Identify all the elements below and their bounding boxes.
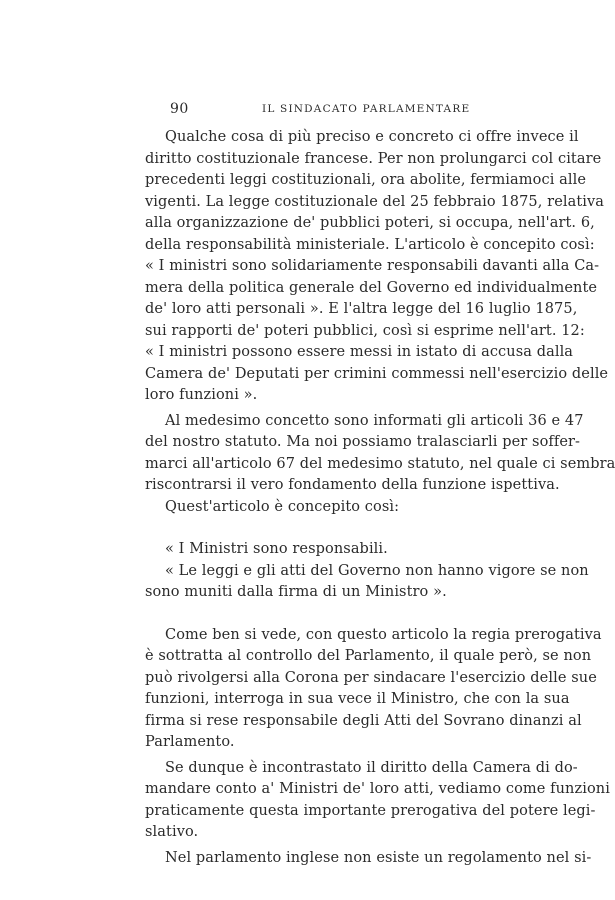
paragraph-gap — [145, 518, 543, 539]
text-line: mera della politica generale del Governo ed individualmente — [145, 279, 598, 296]
text-line: Al medesimo concetto sono informati gli articoli 36 e 47 — [165, 412, 584, 429]
text-line: Come ben si vede, con questo articolo la regia prerogativa — [165, 626, 602, 643]
text-line: funzioni, interroga in sua vece il Ministro, che con la sua — [145, 691, 570, 707]
text-line: Nel parlamento inglese non esiste un regolamento nel si- — [165, 849, 592, 866]
paragraph-gap — [145, 604, 543, 625]
page-number: 90 — [170, 101, 189, 117]
running-title: IL SINDACATO PARLAMENTARE — [262, 103, 471, 115]
text-line: mandare conto a' Ministri de' loro atti, vediamo come funzioni — [145, 781, 610, 797]
text-line: marci all'articolo 67 del medesimo statuto, nel quale ci sembra — [145, 455, 615, 472]
text-line: precedenti leggi costituzionali, ora abolite, fermiamoci alle — [145, 172, 587, 188]
text-line: « I ministri possono essere messi in istato di accusa dalla — [145, 344, 574, 360]
text-line: riscontrarsi il vero fondamento della funzione ispettiva. — [145, 477, 560, 493]
text-line: « I ministri sono solidariamente responsabili davanti alla Ca- — [145, 258, 600, 274]
text-line: praticamente questa importante prerogativa del potere legi- — [145, 802, 596, 819]
text-line: de' loro atti personali ». E l'altra legge del 16 luglio 1875, — [145, 301, 578, 317]
text-line: Quest'articolo è concepito così: — [165, 498, 400, 515]
text-line: Camera de' Deputati per crimini commessi nell'esercizio delle — [145, 365, 609, 382]
text-line: loro funzioni ». — [145, 387, 258, 403]
text-line: Parlamento. — [145, 734, 235, 750]
text-line: diritto costituzionale francese. Per non prolungarci col citare — [145, 150, 602, 167]
text-line: Se dunque è incontrastato il diritto della Camera di do- — [165, 759, 578, 776]
text-line: sui rapporti de' poteri pubblici, così si esprime nell'art. 12: — [145, 322, 585, 339]
text-line: della responsabilità ministeriale. L'articolo è concepito così: — [145, 236, 595, 253]
text-line: Qualche cosa di più preciso e concreto ci offre invece il — [165, 129, 579, 145]
text-line: sono muniti dalla firma di un Ministro ». — [145, 584, 447, 600]
page-header — [170, 101, 542, 121]
text-line: è sottratta al controllo del Parlamento, il quale però, se non — [145, 648, 592, 664]
text-line: alla organizzazione de' pubblici poteri, si occupa, nell'art. 6, — [145, 215, 595, 231]
text-line: « I Ministri sono responsabili. — [165, 541, 388, 557]
text-line: « Le leggi e gli atti del Governo non hanno vigore se non — [165, 562, 589, 579]
text-line: firma si rese responsabile degli Atti del Sovrano dinanzi al — [145, 712, 582, 729]
body-text — [145, 127, 615, 869]
text-line: vigenti. La legge costituzionale del 25 febbraio 1875, relativa — [145, 193, 605, 210]
text-line: del nostro statuto. Ma noi possiamo tralasciarli per soffer- — [145, 434, 581, 450]
text-line: può rivolgersi alla Corona per sindacare l'esercizio delle sue — [145, 669, 597, 686]
text-line: slativo. — [145, 824, 199, 840]
